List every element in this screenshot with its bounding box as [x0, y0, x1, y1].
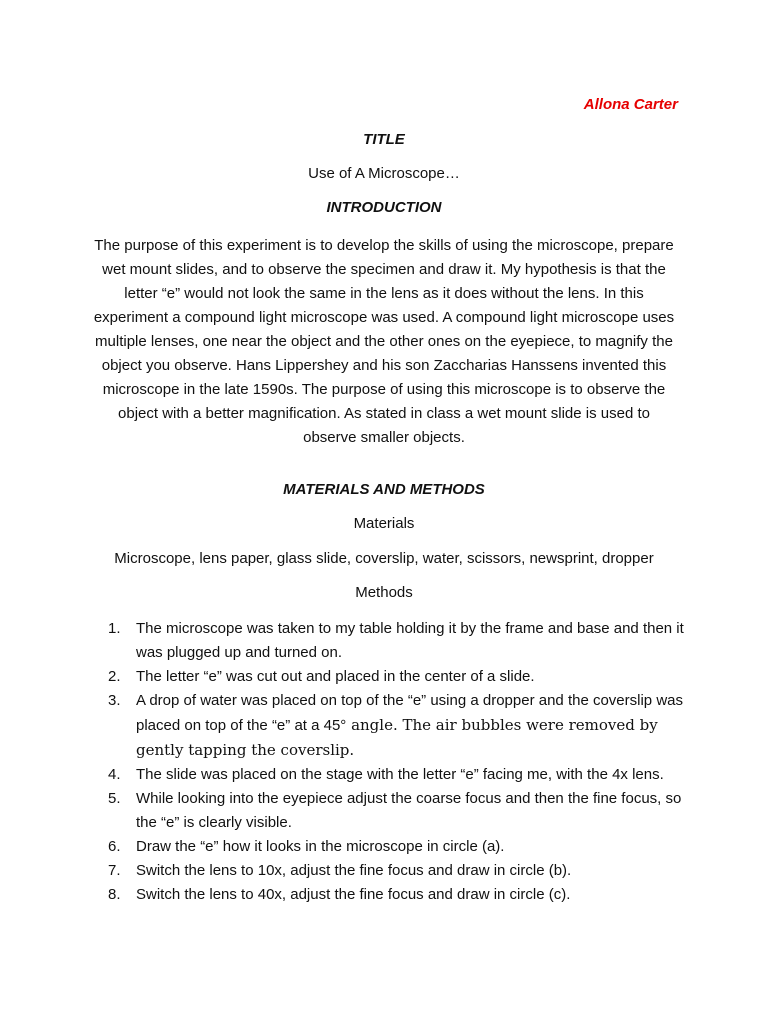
list-item: [108, 787, 698, 835]
list-item: [108, 763, 698, 787]
methods-list: [108, 617, 698, 907]
list-item: [108, 689, 698, 763]
materials-list: Microscope, lens paper, glass slide, coverslip, water, scissors, newsprint, dropper: [114, 550, 654, 567]
list-item-text: A drop of water was placed on top of the “e” using a dropper and the coverslip was placed on top of the “e” at a 45°: [136, 692, 683, 734]
list-item-text: While looking into the eyepiece adjust the coarse focus and then the fine focus, so the “e” is clearly visible.: [136, 790, 682, 831]
list-item-text: The microscope was taken to my table holding it by the frame and base and then it was plugged up and turned on.: [136, 620, 684, 661]
list-item-number: 8.: [108, 886, 121, 903]
list-item-number: 7.: [108, 862, 121, 879]
introduction-heading: INTRODUCTION: [326, 199, 442, 216]
list-item: [108, 883, 698, 907]
materials-and-methods-heading: MATERIALS AND METHODS: [283, 481, 485, 498]
title-text: Use of A Microscope…: [308, 165, 460, 182]
list-item-number: 1.: [108, 620, 121, 637]
list-item-text: The slide was placed on the stage with the letter “e” facing me, with the 4x lens.: [136, 766, 664, 783]
list-item-number: 2.: [108, 668, 121, 685]
introduction-paragraph: The purpose of this experiment is to develop the skills of using the microscope, prepare wet mount slides, and to observe the specimen and draw it. My hypothesis is that the letter “e” would not look the same in the lens as it does without the lens. In this experiment a compound light microscope was used. A compound light microscope uses multiple lenses, one near the object and the other ones on the eyepiece, to magnify the object you observe. Hans Lippershey and his son Zaccharias Hanssens invented this microscope in the late 1590s. The purpose of using this microscope is to observe the object with a better magnification. As stated in class a wet mount slide is used to observe smaller objects.: [93, 237, 675, 446]
list-item: [108, 665, 698, 689]
list-item-text: Switch the lens to 40x, adjust the fine focus and draw in circle (c).: [136, 886, 571, 903]
list-item-number: 5.: [108, 790, 121, 807]
list-item-text-tail: angle. The air bubbles were removed by gently tapping the coverslip.: [136, 716, 658, 759]
list-item: [108, 617, 698, 665]
list-item-text: Draw the “e” how it looks in the microscope in circle (a).: [136, 838, 505, 855]
methods-subheading: Methods: [355, 584, 413, 601]
list-item: [108, 835, 698, 859]
list-item-number: 4.: [108, 766, 121, 783]
materials-subheading: Materials: [353, 515, 415, 532]
list-item-text-wrapper: [136, 689, 698, 763]
list-item: [108, 859, 698, 883]
list-item-text: Switch the lens to 10x, adjust the fine focus and draw in circle (b).: [136, 862, 572, 879]
title-heading: TITLE: [363, 131, 405, 148]
list-item-number: 6.: [108, 838, 121, 855]
author-name: Allona Carter: [583, 96, 678, 113]
list-item-text: The letter “e” was cut out and placed in the center of a slide.: [136, 668, 535, 685]
list-item-number: 3.: [108, 692, 121, 709]
